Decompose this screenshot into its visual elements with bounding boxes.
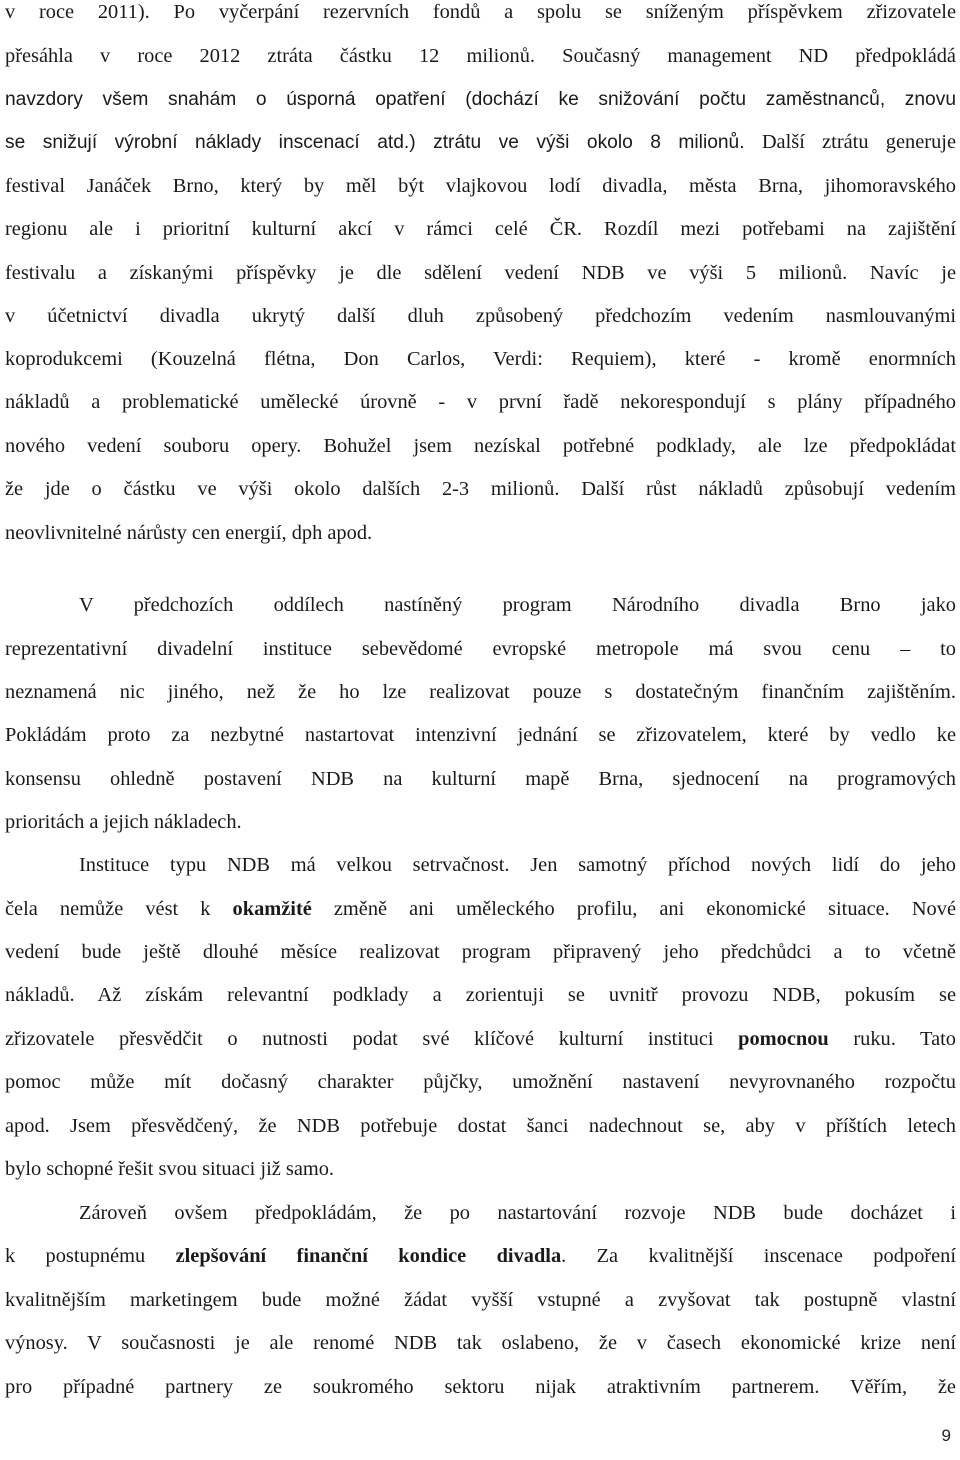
text-line [5,593,956,617]
text-line [5,434,956,458]
text-line [5,853,956,877]
text-run: navzdory všem snahám o úsporná opatření (dochází ke snižování počtu zaměstnanců, znovu [5,89,956,110]
text-run: pro případné partnery ze soukromého sektoru nijak atraktivním partnerem. Věřím, že [5,1376,956,1398]
text-run: se snižují výrobní náklady inscenací atd.) ztrátu ve výši okolo 8 milionů. [5,132,745,153]
text-line [5,87,956,112]
text-run: v účetnictví divadla ukrytý další dluh způsobený předchozím vedením nasmlouvanými [5,305,956,327]
text-run: Pokládám proto za nezbytné nastartovat intenzivní jednání se zřizovatelem, které by vedlo ke [5,724,956,746]
text-run: bylo schopné řešit svou situaci již samo. [5,1158,335,1180]
text-run: přesáhla v roce 2012 ztráta částku 12 milionů. Současný management ND předpokládá [5,45,956,67]
text-run: Zároveň ovšem předpokládám, že po nastartování rozvoje NDB bude docházet i [79,1202,956,1224]
text-line [5,1375,956,1399]
text-line [5,983,956,1007]
text-run: pomoc může mít dočasný charakter půjčky, umožnění nastavení nevyrovnaného rozpočtu [5,1071,956,1093]
text-run: nového vedení souboru opery. Bohužel jsem nezískal potřebné podklady, ale lze předpokládat [5,435,956,457]
text-line [5,723,956,747]
text-run: změně ani uměleckého profilu, ani ekonomické situace. Nové [311,898,956,920]
text-run: že jde o částku ve výši okolo dalších 2-3 milionů. Další růst nákladů způsobují vedením [5,478,956,500]
emphasized-text: okamžité [232,898,312,920]
text-run: ruku. Tato [828,1028,956,1050]
page-number: 9 [941,1426,951,1445]
text-line [5,767,956,791]
text-run: regionu ale i prioritní kulturní akcí v rámci celé ČR. Rozdíl mezi potřebami na zajištění [5,218,956,240]
text-run: festival Janáček Brno, který by měl být vlajkovou lodí divadla, města Brna, jihomoravského [5,175,956,197]
text-line [5,680,956,704]
text-line [5,1201,956,1225]
text-run: k postupnému [5,1245,176,1267]
text-line [5,940,956,964]
text-run: zřizovatele přesvědčit o nutnosti podat své klíčové kulturní instituci [5,1028,739,1050]
text-run: výnosy. V současnosti je ale renomé NDB tak oslabeno, že v časech ekonomické krize není [5,1332,956,1354]
text-run: . Za kvalitnější inscenace podpoření [561,1245,956,1267]
text-line [5,897,956,921]
text-line [5,477,956,501]
text-run: nákladů a problematické umělecké úrovně - v první řadě nekorespondují s plány případného [5,391,956,413]
text-run: prioritách a jejich nákladech. [5,811,242,833]
text-line [5,390,956,414]
text-run: konsensu ohledně postavení NDB na kulturní mapě Brna, sjednocení na programových [5,768,956,790]
text-run: reprezentativní divadelní instituce sebevědomé evropské metropole má svou cenu – to [5,638,956,660]
text-run: koprodukcemi (Kouzelná flétna, Don Carlos, Verdi: Requiem), které - kromě enormních [5,348,956,370]
text-run: nákladů. Až získám relevantní podklady a zorientuji se uvnitř provozu NDB, pokusím se [5,984,956,1006]
text-line [5,1331,956,1355]
text-line [5,1070,956,1094]
text-line [5,217,956,241]
text-line [5,44,956,68]
text-line [5,1288,956,1312]
text-line [5,1157,956,1181]
text-run: apod. Jsem přesvědčený, že NDB potřebuje dostat šanci nadechnout se, aby v příštích letech [5,1115,956,1137]
text-run: kvalitnějším marketingem bude možné žádat vyšší vstupné a zvyšovat tak postupně vlastní [5,1289,956,1311]
text-run: vedení bude ještě dlouhé měsíce realizovat program připravený jeho předchůdci a to včetně [5,941,956,963]
emphasized-text: pomocnou [738,1028,829,1050]
text-line [5,130,956,155]
text-line [5,521,956,545]
text-line [5,304,956,328]
text-run: neovlivnitelné nárůsty cen energií, dph apod. [5,522,373,544]
text-line [5,810,956,834]
text-line [5,1027,956,1051]
text-run: v roce 2011). Po vyčerpání rezervních fondů a spolu se sníženým příspěvkem zřizovatele [5,1,956,23]
text-line [5,1114,956,1138]
text-run: festivalu a získanými příspěvky je dle sdělení vedení NDB ve výši 5 milionů. Navíc je [5,262,956,284]
text-run: neznamená nic jiného, než že ho lze realizovat pouze s dostatečným finančním zajištěním. [5,681,956,703]
text-line [5,174,956,198]
text-line [5,347,956,371]
text-line [5,637,956,661]
text-run: čela nemůže vést k [5,898,233,920]
text-run: Instituce typu NDB má velkou setrvačnost. Jen samotný příchod nových lidí do jeho [79,854,956,876]
text-line [5,1244,956,1268]
text-run: Další ztrátu generuje [744,131,956,153]
text-line [5,261,956,285]
text-line [5,0,956,24]
emphasized-text: zlepšování finanční kondice divadla [175,1245,562,1267]
text-run: V předchozích oddílech nastíněný program Národního divadla Brno jako [79,594,956,616]
